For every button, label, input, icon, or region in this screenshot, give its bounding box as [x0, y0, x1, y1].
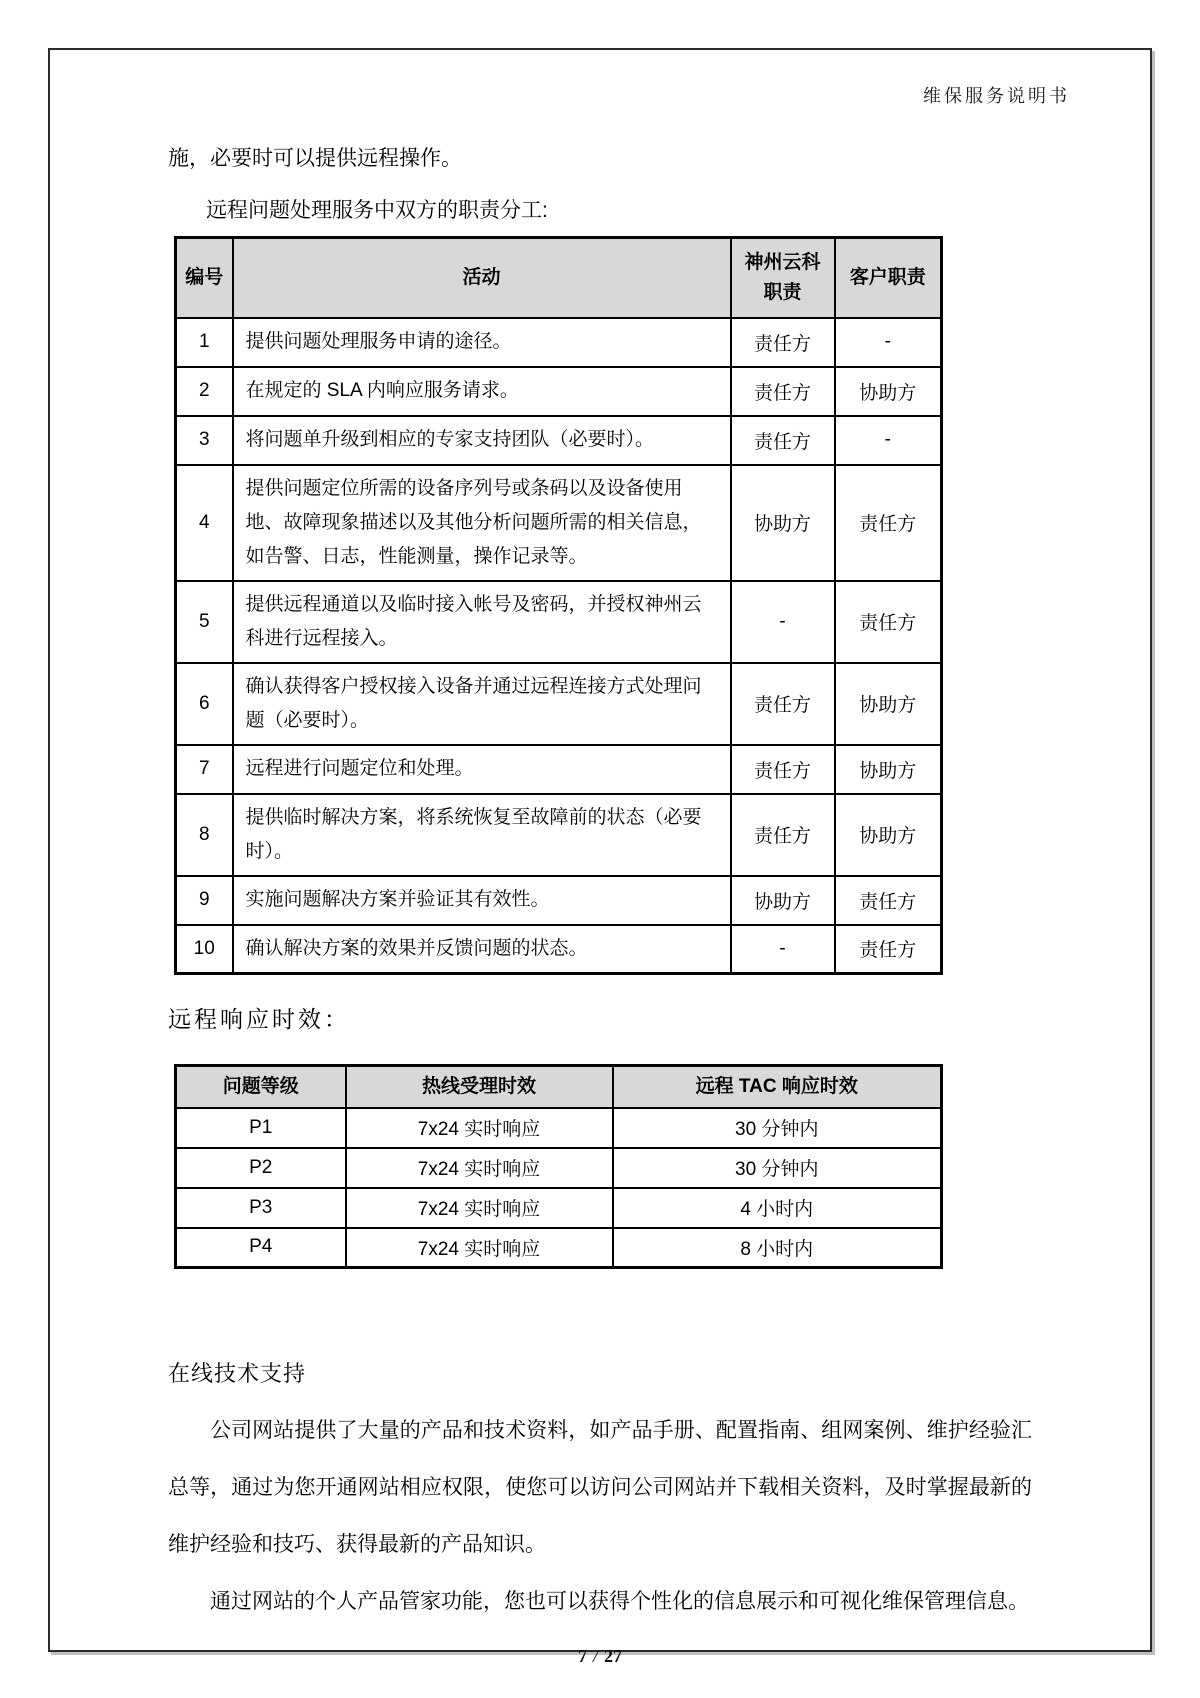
response-time-table — [174, 1064, 943, 1269]
cell-vendor-duty: 责任方 — [731, 416, 835, 465]
cell-remote-tac-sla: 30 分钟内 — [613, 1148, 942, 1188]
cell-activity: 确认解决方案的效果并反馈问题的状态。 — [233, 925, 731, 974]
online-support-heading: 在线技术支持 — [168, 1361, 307, 1386]
table-row — [176, 1108, 942, 1148]
cell-customer-duty: 责任方 — [835, 465, 942, 581]
table-row — [176, 876, 942, 925]
cell-customer-duty: 责任方 — [835, 581, 942, 663]
cell-severity: P2 — [176, 1148, 346, 1188]
col-header-activity: 活动 — [233, 238, 731, 318]
table-row — [176, 1228, 942, 1268]
table-row — [176, 663, 942, 745]
cell-customer-duty: 责任方 — [835, 876, 942, 925]
cell-vendor-duty: 责任方 — [731, 745, 835, 794]
cell-severity: P3 — [176, 1188, 346, 1228]
cell-activity: 提供问题处理服务申请的途径。 — [233, 318, 731, 367]
col-header-customer-duty: 客户职责 — [835, 238, 942, 318]
cell-number: 4 — [176, 465, 233, 581]
table-row — [176, 318, 942, 367]
cell-number: 1 — [176, 318, 233, 367]
cell-activity: 实施问题解决方案并验证其有效性。 — [233, 876, 731, 925]
table-row — [176, 745, 942, 794]
document-page — [48, 48, 1152, 1666]
cell-number: 2 — [176, 367, 233, 416]
cell-vendor-duty: 协助方 — [731, 876, 835, 925]
cell-customer-duty: 协助方 — [835, 745, 942, 794]
col-header-severity: 问题等级 — [176, 1066, 346, 1108]
cell-severity: P4 — [176, 1228, 346, 1268]
cell-activity: 提供远程通道以及临时接入帐号及密码，并授权神州云科进行远程接入。 — [233, 581, 731, 663]
col-header-number: 编号 — [176, 238, 233, 318]
cell-vendor-duty: 协助方 — [731, 465, 835, 581]
cell-vendor-duty: 责任方 — [731, 367, 835, 416]
response-time-heading: 远程响应时效： — [168, 1006, 350, 1032]
col-header-hotline-sla: 热线受理时效 — [346, 1066, 613, 1108]
cell-number: 6 — [176, 663, 233, 745]
cell-activity: 确认获得客户授权接入设备并通过远程连接方式处理问题（必要时）。 — [233, 663, 731, 745]
cell-activity: 在规定的 SLA 内响应服务请求。 — [233, 367, 731, 416]
cell-vendor-duty: 责任方 — [731, 794, 835, 876]
table-row — [176, 465, 942, 581]
cell-customer-duty: - — [835, 416, 942, 465]
cell-vendor-duty: - — [731, 925, 835, 974]
cell-activity: 提供临时解决方案，将系统恢复至故障前的状态（必要时）。 — [233, 794, 731, 876]
intro-text-continued: 施，必要时可以提供远程操作。 — [168, 147, 462, 170]
page-number-total: 27 — [604, 1646, 622, 1666]
table-row — [176, 794, 942, 876]
cell-customer-duty: 协助方 — [835, 663, 942, 745]
col-header-vendor-duty: 神州云科职责 — [731, 238, 835, 318]
cell-hotline-sla: 7x24 实时响应 — [346, 1188, 613, 1228]
cell-number: 7 — [176, 745, 233, 794]
cell-customer-duty: - — [835, 318, 942, 367]
table-header-row — [176, 1066, 942, 1108]
table-row — [176, 925, 942, 974]
table-row — [176, 416, 942, 465]
cell-customer-duty: 协助方 — [835, 794, 942, 876]
table-row — [176, 1148, 942, 1188]
col-header-remote-tac-sla: 远程 TAC 响应时效 — [613, 1066, 942, 1108]
table-row — [176, 1188, 942, 1228]
cell-remote-tac-sla: 4 小时内 — [613, 1188, 942, 1228]
cell-activity: 提供问题定位所需的设备序列号或条码以及设备使用地、故障现象描述以及其他分析问题所需的相关信息，如告警、日志，性能测量，操作记录等。 — [233, 465, 731, 581]
online-support-paragraph-1: 公司网站提供了大量的产品和技术资料，如产品手册、配置指南、组网案例、维护经验汇总等，通过为您开通网站相应权限，使您可以访问公司网站并下载相关资料，及时掌握最新的维护经验和技巧、获得最新的产品知识。 — [168, 1419, 1032, 1556]
page-number-separator: / — [592, 1646, 598, 1666]
cell-number: 10 — [176, 925, 233, 974]
cell-remote-tac-sla: 8 小时内 — [613, 1228, 942, 1268]
page-number-footer — [50, 1646, 1150, 1667]
cell-customer-duty: 责任方 — [835, 925, 942, 974]
responsibility-table-caption: 远程问题处理服务中双方的职责分工: — [206, 199, 548, 222]
cell-number: 8 — [176, 794, 233, 876]
table-row — [176, 581, 942, 663]
cell-number: 5 — [176, 581, 233, 663]
page-header-title: 维保服务说明书 — [923, 86, 1070, 106]
cell-severity: P1 — [176, 1108, 346, 1148]
cell-vendor-duty: 责任方 — [731, 663, 835, 745]
table-header-row — [176, 238, 942, 318]
cell-activity: 将问题单升级到相应的专家支持团队（必要时）。 — [233, 416, 731, 465]
cell-vendor-duty: 责任方 — [731, 318, 835, 367]
cell-hotline-sla: 7x24 实时响应 — [346, 1108, 613, 1148]
cell-hotline-sla: 7x24 实时响应 — [346, 1148, 613, 1188]
cell-hotline-sla: 7x24 实时响应 — [346, 1228, 613, 1268]
cell-number: 9 — [176, 876, 233, 925]
page-number-current: 7 — [577, 1646, 587, 1666]
cell-number: 3 — [176, 416, 233, 465]
online-support-paragraph-2: 通过网站的个人产品管家功能，您也可以获得个性化的信息展示和可视化维保管理信息。 — [210, 1590, 1029, 1613]
cell-activity: 远程进行问题定位和处理。 — [233, 745, 731, 794]
table-row — [176, 367, 942, 416]
responsibility-table — [174, 236, 943, 975]
cell-remote-tac-sla: 30 分钟内 — [613, 1108, 942, 1148]
cell-vendor-duty: - — [731, 581, 835, 663]
cell-customer-duty: 协助方 — [835, 367, 942, 416]
